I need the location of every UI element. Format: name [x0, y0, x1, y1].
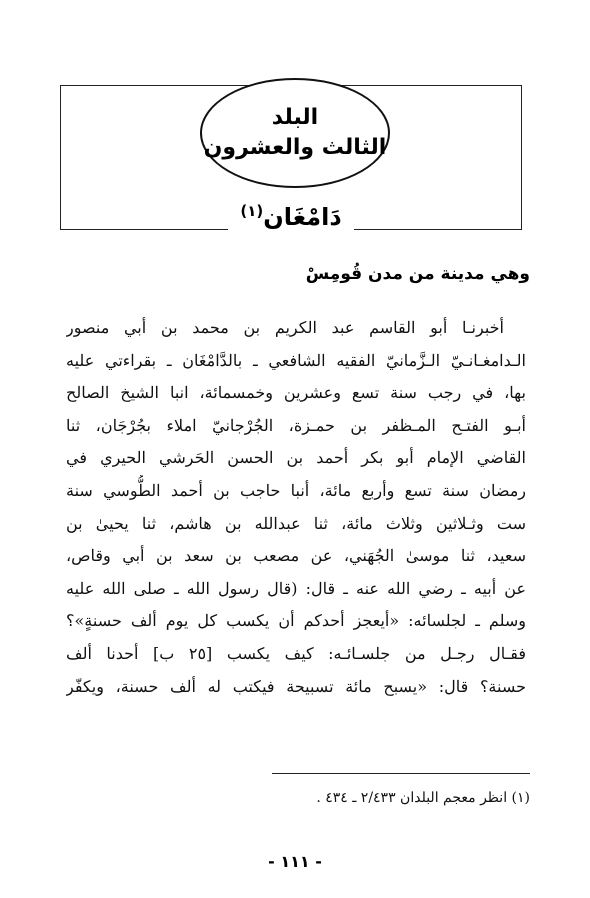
body-line: رمضان سنة تسع وأربع مائة، أنبا حاجب بن أحمد الطُّوسي سنة [66, 480, 526, 500]
body-line: سعيد، ثنا موسىٰ الجُهَني، عن مصعب بن سعد بن أبي وقاص، [66, 546, 526, 566]
body-line: أبـو الفتـح المـظفر بن حمـزة، الجُرْجانيّ املاء بجُرْجَان، ثنا [66, 415, 526, 435]
chapter-subtitle: وهي مدينة من مدن قُومِسْ [305, 264, 530, 284]
body-line: أخبرنـا أبو القاسم عبد الكريم بن محمد بن أبي منصور [66, 318, 504, 337]
chapter-heading [60, 198, 522, 234]
volume-oval [200, 78, 390, 188]
body-line: بها، في رجب سنة تسع وعشرين وخمسمائة، انبا الشيخ الصالح [66, 383, 526, 403]
body-line: وسلم ـ لجلسائه: «أيعجز أحدكم أن يكسب كل يوم ألف حسنةٍ»؟ [66, 611, 526, 631]
body-line: القاضي الإمام أبو بكر أحمد بن الحسن الحَرشي الحيري في [66, 448, 526, 468]
chapter-title: دَامْغَان [263, 202, 342, 231]
footnote: (١) انظر معجم البلدان ٢/٤٣٣ ـ ٤٣٤ . [316, 790, 530, 806]
body-line: عن أبيه ـ رضي الله عنه ـ قال: (قال رسول الله ـ صلى الله عليه [66, 578, 526, 598]
footnote-divider [272, 773, 530, 774]
body-line: حسنة؟ قال: «يسبح مائة تسبيحة فيكتب له ألف حسنة، ويكفّر [66, 676, 526, 696]
volume-line-1: البلد [271, 105, 319, 130]
chapter-title-wrap [228, 202, 353, 231]
body-line: فقـال رجـل من جلسـائـه: كيف يكسب [٢٥ ب] أحدنا ألف [66, 643, 526, 663]
body-text [66, 312, 526, 703]
body-line: الـدامغـانـيّ الـزَّمانيّ الفقيه الشافعي ـ بالدَّامْغَان ـ بقراءتي عليه [66, 350, 526, 370]
volume-line-2: الثالث والعشرون [203, 135, 387, 160]
body-line: ست وثـلاثين وثلاث مائة، ثنا عبدالله بن هاشم، ثنا يحيىٰ بن [66, 513, 526, 533]
chapter-footnote-ref: (١) [240, 201, 264, 220]
page-number: - ١١١ - [268, 852, 322, 871]
